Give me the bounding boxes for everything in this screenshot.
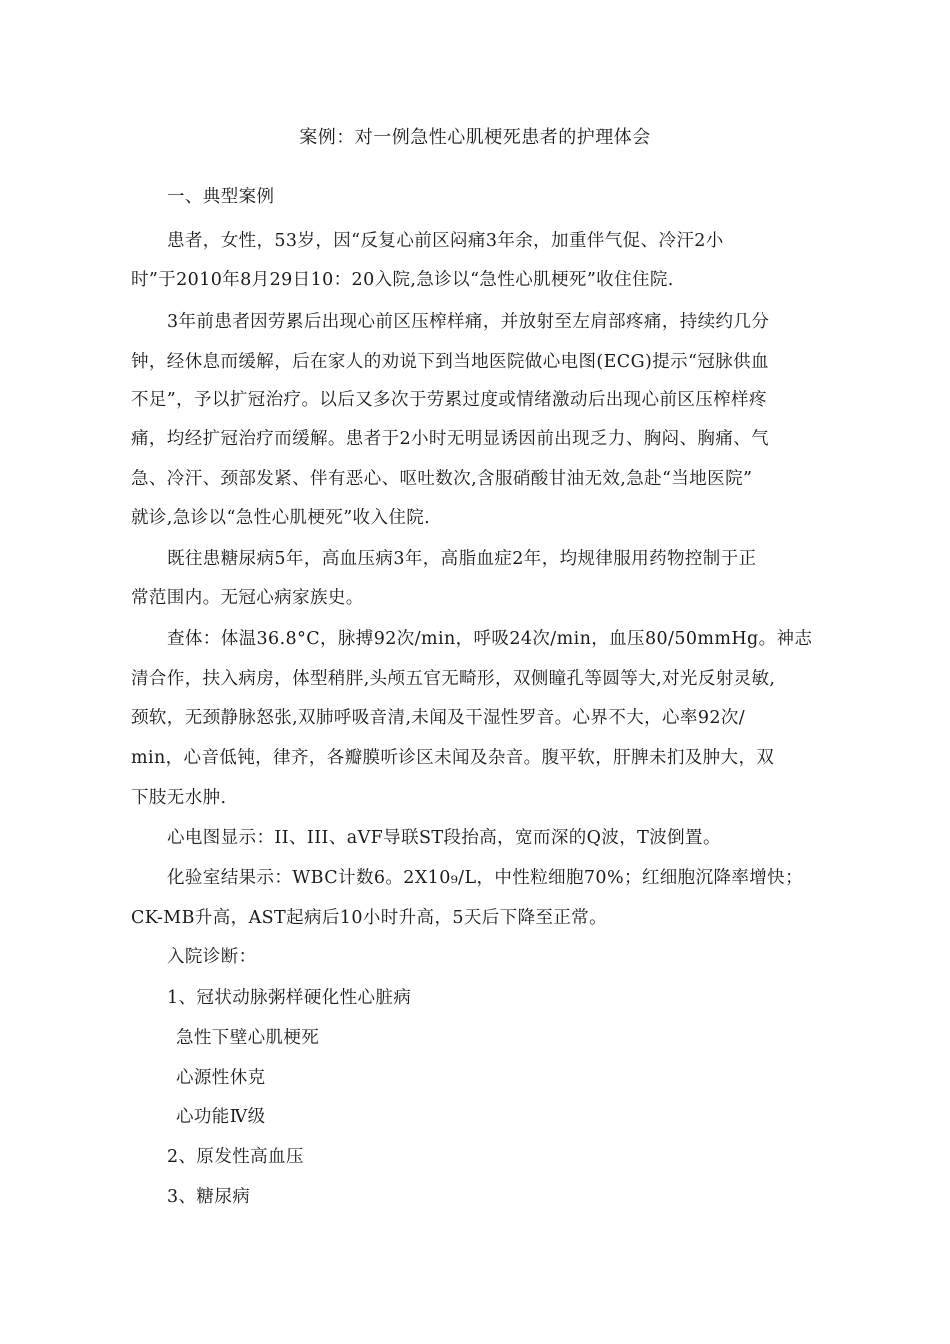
exam-line-1: 查体：体温36.8°C，脉搏92次/min，呼吸24次/min，血压80/50mmHg。神志 bbox=[167, 629, 813, 649]
history-line-2: 钟，经休息而缓解，后在家人的劝说下到当地医院做心电图(ECG)提示“冠脉供血 bbox=[131, 352, 769, 372]
lab-line-2: CK-MB升高，AST起病后10小时升高，5天后下降至正常。 bbox=[131, 908, 608, 928]
past-history-line-2: 常范围内。无冠心病家族史。 bbox=[131, 588, 364, 608]
history-line-5: 急、冷汗、颈部发紧、伴有恶心、呕吐数次,含服硝酸甘油无效,急赴“当地医院” bbox=[131, 469, 753, 489]
history-line-6: 就诊,急诊以“急性心肌梗死”收入住院. bbox=[131, 508, 431, 528]
ecg-line: 心电图显示：II、III、aVF导联ST段抬高，宽而深的Q波，T波倒置。 bbox=[167, 828, 721, 848]
diagnosis-item-2: 2、原发性高血压 bbox=[167, 1147, 304, 1167]
exam-line-4: min，心音低钝，律齐，各瓣膜听诊区未闻及杂音。腹平软，肝脾未扪及肿大，双 bbox=[131, 748, 775, 768]
past-history-line-1: 既往患糖尿病5年，高血压病3年，高脂血症2年，均规律服用药物控制于正 bbox=[167, 549, 757, 569]
diagnosis-item-1: 1、冠状动脉粥样硬化性心脏病 bbox=[167, 988, 412, 1008]
history-line-3: 不足”，予以扩冠治疗。以后又多次于劳累过度或情绪激动后出现心前区压榨样疼 bbox=[131, 390, 767, 410]
diagnosis-heading: 入院诊断： bbox=[167, 947, 257, 967]
history-line-4: 痛，均经扩冠治疗而缓解。患者于2小时无明显诱因前出现乏力、胸闷、胸痛、气 bbox=[131, 429, 770, 449]
lab-line-1: 化验室结果示：WBC计数6。2X10₉/L，中性粒细胞70%；红细胞沉降率增快； bbox=[167, 868, 803, 888]
exam-line-3: 颈软，无颈静脉怒张,双肺呼吸音清,未闻及干湿性罗音。心界不大，心率92次/ bbox=[131, 708, 746, 728]
diagnosis-item-1b: 心源性休克 bbox=[176, 1068, 266, 1088]
intro-line-2: 时”于2010年8月29日10：20入院,急诊以“急性心肌梗死”收住住院. bbox=[131, 270, 674, 290]
exam-line-2: 清合作，扶入病房，体型稍胖,头颅五官无畸形，双侧瞳孔等圆等大,对光反射灵敏, bbox=[131, 669, 776, 689]
exam-line-5: 下肢无水肿. bbox=[131, 788, 227, 808]
section-heading: 一、典型案例 bbox=[167, 187, 275, 207]
intro-line-1: 患者，女性，53岁，因“反复心前区闷痛3年余，加重伴气促、冷汗2小 bbox=[167, 231, 724, 251]
diagnosis-item-1a: 急性下壁心肌梗死 bbox=[176, 1028, 320, 1048]
document-title: 案例：对一例急性心肌梗死患者的护理体会 bbox=[299, 127, 651, 148]
diagnosis-item-3: 3、糖尿病 bbox=[167, 1187, 251, 1207]
diagnosis-item-1c: 心功能Ⅳ级 bbox=[176, 1107, 266, 1127]
history-line-1: 3年前患者因劳累后出现心前区压榨样痛，并放射至左肩部疼痛，持续约几分 bbox=[167, 312, 770, 332]
